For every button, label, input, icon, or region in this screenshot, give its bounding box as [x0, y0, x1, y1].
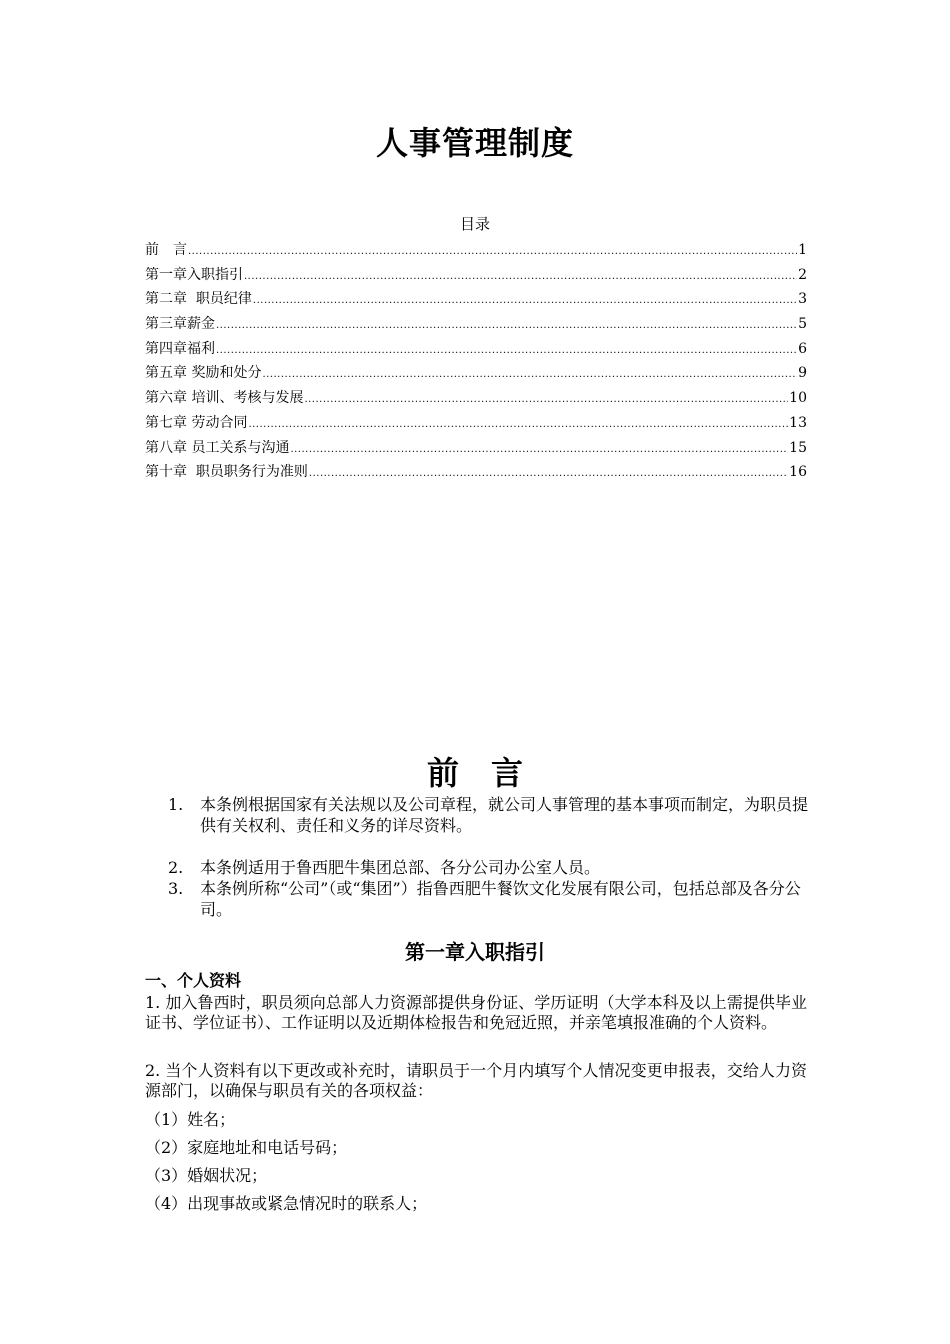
info-change-list	[145, 1106, 427, 1218]
toc-entry-page: 9	[798, 365, 807, 382]
toc-heading: 目录	[459, 215, 490, 233]
toc-entry[interactable]	[145, 460, 807, 485]
toc-entry-page: 5	[798, 316, 807, 333]
preface-title: 前 言	[426, 754, 523, 792]
toc-entry-label: 第三章薪金	[145, 316, 215, 333]
paragraph: 2. 当个人资料有以下更改或补充时，请职员于一个月内填写个人情况变更申报表，交给人力资源部门，以确保与职员有关的各项权益：	[145, 1061, 807, 1100]
toc-entry-page: 2	[798, 266, 807, 283]
list-item: （3）婚姻状况；	[145, 1166, 268, 1185]
toc-entry-label: 第一章入职指引	[145, 266, 243, 283]
toc-entry[interactable]	[145, 263, 807, 288]
toc-entry-label: 第七章 劳动合同	[145, 414, 248, 431]
toc-leader	[262, 361, 797, 388]
table-of-contents	[145, 238, 807, 485]
toc-leader	[248, 411, 788, 438]
list-item	[168, 794, 808, 836]
list-item: （2）家庭地址和电话号码；	[145, 1138, 348, 1157]
toc-entry-label: 第十章 职员职务行为准则	[145, 464, 308, 481]
toc-entry-label: 第八章 员工关系与沟通	[145, 439, 290, 456]
toc-leader	[244, 263, 797, 290]
toc-entry-label: 第四章福利	[145, 340, 215, 357]
toc-entry[interactable]	[145, 312, 807, 337]
toc-entry-label: 第六章 培训、考核与发展	[145, 390, 304, 407]
list-text: 本条例根据国家有关法规以及公司章程，就公司人事管理的基本事项而制定，为职员提供有关权利、责任和义务的详尽资料。	[200, 795, 809, 835]
toc-leader	[216, 337, 797, 364]
toc-leader	[253, 287, 797, 314]
chapter-title: 第一章入职指引	[405, 940, 545, 964]
list-item	[168, 857, 808, 878]
toc-entry[interactable]	[145, 411, 807, 436]
toc-entry-page: 15	[789, 439, 807, 456]
toc-entry[interactable]	[145, 238, 807, 263]
toc-entry-page: 13	[789, 414, 807, 431]
document-title: 人事管理制度	[375, 124, 574, 162]
toc-entry[interactable]	[145, 337, 807, 362]
toc-entry-page: 1	[798, 242, 807, 258]
section-title: 一、个人资料	[145, 971, 242, 990]
list-number: 1.	[168, 795, 184, 814]
toc-entry-label: 第五章 奖励和处分	[145, 365, 262, 382]
toc-leader	[290, 436, 788, 463]
list-item	[168, 878, 808, 920]
toc-leader	[188, 238, 797, 265]
list-item: （4）出现事故或紧急情况时的联系人；	[145, 1194, 428, 1213]
list-text: 本条例适用于鲁西肥牛集团总部、各分公司办公室人员。	[200, 858, 601, 877]
list-text: 本条例所称“公司”（或“集团”）指鲁西肥牛餐饮文化发展有限公司，包括总部及各分公司。	[200, 879, 801, 919]
toc-entry[interactable]	[145, 287, 807, 312]
toc-entry-page: 16	[789, 464, 807, 481]
toc-leader	[216, 312, 797, 339]
paragraph: 1. 加入鲁西时，职员须向总部人力资源部提供身份证、学历证明（大学本科及以上需提供毕业证书、学位证书）、工作证明以及近期体检报告和免冠近照，并亲笔填报准确的个人资料。	[145, 993, 807, 1032]
toc-entry-page: 10	[789, 390, 807, 407]
toc-entry[interactable]	[145, 386, 807, 411]
list-item: （1）姓名；	[145, 1110, 236, 1129]
toc-leader	[304, 386, 788, 413]
toc-entry-page: 6	[798, 340, 807, 357]
toc-entry[interactable]	[145, 436, 807, 461]
list-number: 2.	[168, 858, 184, 877]
preface-list	[168, 794, 808, 920]
toc-entry-label: 前 言	[145, 242, 187, 258]
list-number: 3.	[168, 879, 184, 898]
toc-entry-page: 3	[798, 291, 807, 308]
toc-entry-label: 第二章 职员纪律	[145, 291, 252, 308]
toc-entry[interactable]	[145, 361, 807, 386]
toc-leader	[309, 460, 788, 487]
